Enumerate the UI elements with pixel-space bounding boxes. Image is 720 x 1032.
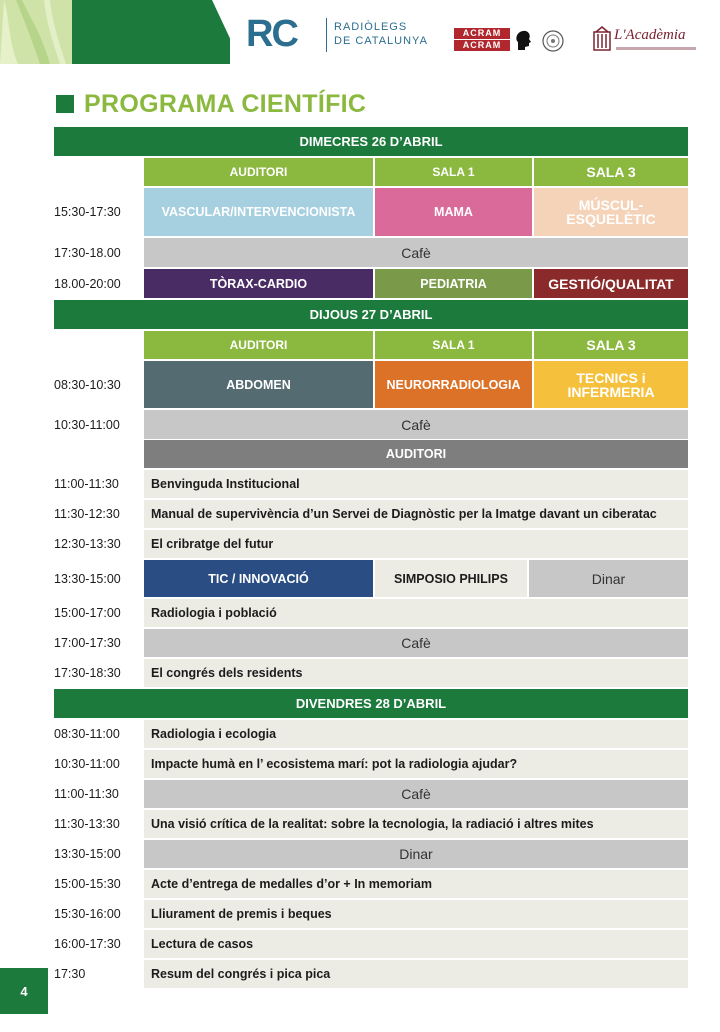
academia-crest-icon <box>592 26 612 52</box>
lung-image <box>0 0 230 64</box>
room-sala3: SALA 3 <box>534 331 688 359</box>
break-cafe: Cafè <box>144 780 688 808</box>
session-row: El cribratge del futur <box>144 530 688 558</box>
time-slot: 17:30 <box>54 967 86 981</box>
time-slot: 17:30-18:30 <box>54 666 121 680</box>
session-abdomen: ABDOMEN <box>144 361 373 408</box>
room-sala3: SALA 3 <box>534 158 688 186</box>
time-slot: 11:00-11:30 <box>54 477 119 491</box>
room-sala1: SALA 1 <box>375 331 532 359</box>
head-silhouette-icon <box>514 30 532 50</box>
time-slot: 10:30-11:00 <box>54 417 120 432</box>
time-slot: 17:00-17:30 <box>54 636 121 650</box>
time-slot: 11:30-12:30 <box>54 507 120 521</box>
time-slot: 17:30-18.00 <box>54 245 121 260</box>
academia-subtitle-line <box>616 47 696 50</box>
time-slot: 11:30-13:30 <box>54 817 120 831</box>
session-row: Una visió crítica de la realitat: sobre la tecnologia, la radiació i altres mites <box>144 810 688 838</box>
room-sala1: SALA 1 <box>375 158 532 186</box>
logo-divider <box>326 18 327 52</box>
session-row: Radiologia i població <box>144 599 688 627</box>
room-auditori-header: AUDITORI <box>144 440 688 468</box>
acram-text-1: ACRAM <box>454 28 510 39</box>
logo-line1: RADIÒLEGS <box>334 21 408 33</box>
day-header-friday: DIVENDRES 28 D’ABRIL <box>54 689 688 718</box>
break-cafe: Cafè <box>144 629 688 657</box>
time-slot: 12:30-13:30 <box>54 537 121 551</box>
session-row: Acte d’entrega de medalles d’or + In memoriam <box>144 870 688 898</box>
session-torax: TÒRAX-CARDIO <box>144 269 373 298</box>
logo-line2: DE CATALUNYA <box>334 35 428 47</box>
session-tecnics: TECNICS i INFERMERIA <box>534 361 688 408</box>
time-slot: 15:00-15:30 <box>54 877 121 891</box>
header <box>0 0 720 64</box>
session-gestio: GESTIÓ/QUALITAT <box>534 269 688 298</box>
time-slot: 13:30-15:00 <box>54 847 121 861</box>
acram-text-2: ACRAM <box>454 40 510 51</box>
session-vascular: VASCULAR/INTERVENCIONISTA <box>144 188 373 236</box>
time-slot: 08:30-10:30 <box>54 377 121 392</box>
room-auditori: AUDITORI <box>144 158 373 186</box>
time-slot: 15:30-16:00 <box>54 907 121 921</box>
break-cafe: Cafè <box>144 238 688 267</box>
time-slot: 08:30-11:00 <box>54 727 120 741</box>
session-row: Benvinguda Institucional <box>144 470 688 498</box>
time-slot: 16:00-17:30 <box>54 937 121 951</box>
time-slot: 18.00-20:00 <box>54 276 121 291</box>
time-slot: 10:30-11:00 <box>54 757 120 771</box>
time-slot: 15:30-17:30 <box>54 205 121 219</box>
academia-logo-text: L'Acadèmia <box>614 27 686 43</box>
room-auditori: AUDITORI <box>144 331 373 359</box>
session-row: Manual de supervivència d’un Servei de Diagnòstic per la Imatge davant un ciberatac <box>144 500 688 528</box>
session-row: Lliurament de premis i beques <box>144 900 688 928</box>
acram-logo <box>454 28 510 52</box>
seal-icon <box>542 30 564 52</box>
break-dinar: Dinar <box>529 560 688 597</box>
session-row: Lectura de casos <box>144 930 688 958</box>
break-dinar: Dinar <box>144 840 688 868</box>
page-number: 4 <box>0 968 48 1014</box>
break-cafe: Cafè <box>144 410 688 439</box>
time-slot: 11:00-11:30 <box>54 787 119 801</box>
session-pediatria: PEDIATRIA <box>375 269 532 298</box>
session-neuro: NEURORRADIOLOGIA <box>375 361 532 408</box>
time-slot: 13:30-15:00 <box>54 571 121 586</box>
logo-text <box>334 20 428 48</box>
session-philips: SIMPOSIO PHILIPS <box>375 560 527 597</box>
page-title: PROGRAMA CIENTÍFIC <box>84 90 367 118</box>
session-muscul: MÚSCUL-ESQUELÈTIC <box>534 188 688 236</box>
session-row: Radiologia i ecologia <box>144 720 688 748</box>
session-mama: MAMA <box>375 188 532 236</box>
session-row: El congrés dels residents <box>144 659 688 687</box>
rc-logo: RC <box>246 13 297 55</box>
title-square-icon <box>56 95 74 113</box>
session-row: Resum del congrés i pica pica <box>144 960 688 988</box>
session-row: Impacte humà en l’ ecosistema marí: pot la radiologia ajudar? <box>144 750 688 778</box>
day-header-wednesday: DIMECRES 26 D’ABRIL <box>54 127 688 156</box>
time-slot: 15:00-17:00 <box>54 606 121 620</box>
day-header-thursday: DIJOUS 27 D’ABRIL <box>54 300 688 329</box>
session-tic: TIC / INNOVACIÓ <box>144 560 373 597</box>
